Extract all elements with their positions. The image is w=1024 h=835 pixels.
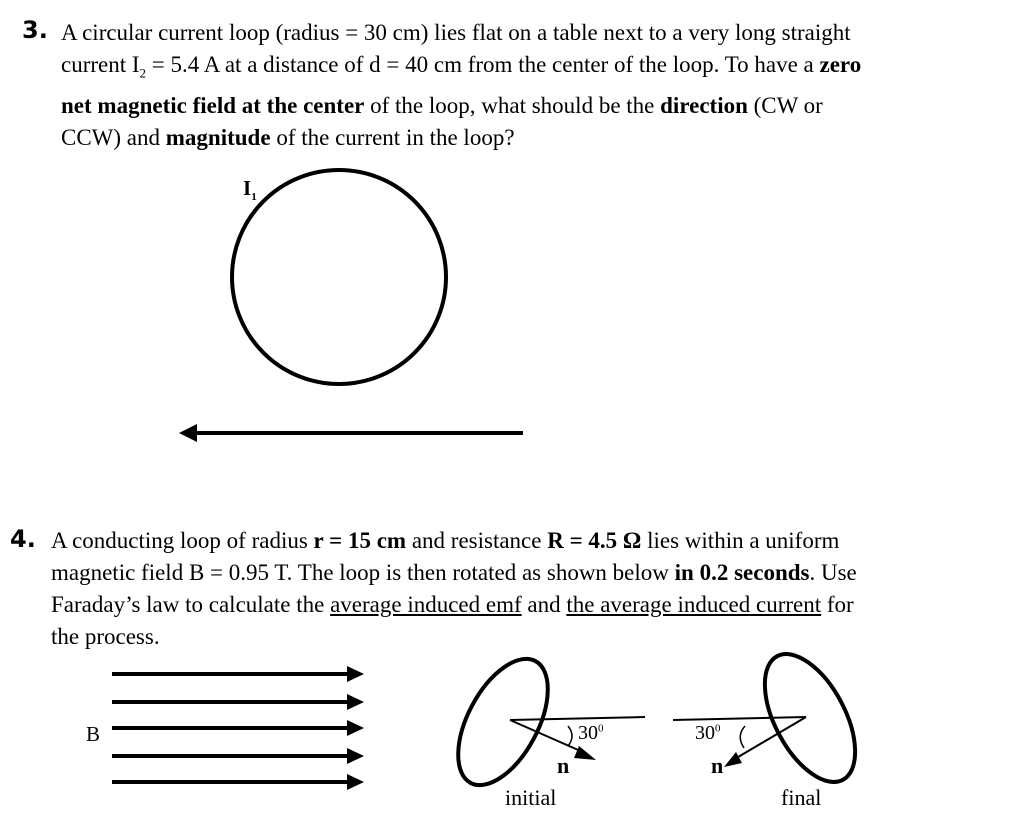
initial-caption: initial (505, 785, 557, 810)
question-4-text: A conducting loop of radius r = 15 cm and resistance R = 4.5 Ω lies within a uniform magnetic field B = 0.95 T. The loop is then rotated as shown below in 0.2 seconds. Use Faraday’s law to calculate the average induced emf and the average induced current for the process. (51, 528, 857, 649)
field-arrowhead-3 (347, 720, 364, 736)
final-angle-label: $30^0$ (695, 722, 721, 744)
final-angle-arc (740, 726, 745, 748)
q3-line-1: A circular current loop (radius = 30 cm) lies flat on a table next to a very long straight (61, 20, 851, 45)
initial-loop-ellipse (440, 645, 570, 800)
final-normal-label: n (711, 753, 724, 778)
initial-normal-arrowhead (574, 746, 596, 760)
final-normal-arrowhead (724, 752, 742, 767)
question-3-number: 3. (22, 16, 48, 44)
loop-current-label: $I_1$ (243, 176, 257, 204)
magnetic-field-arrows (112, 666, 364, 790)
field-arrowhead-1 (347, 666, 364, 682)
final-caption: final (781, 785, 822, 810)
initial-loop (440, 645, 645, 800)
final-loop (673, 640, 874, 796)
initial-normal-line (510, 720, 585, 753)
initial-angle-arc (568, 726, 572, 746)
initial-normal-label: n (557, 753, 570, 778)
field-label: B (86, 722, 101, 746)
field-arrowhead-4 (347, 748, 364, 764)
initial-reference-line (510, 717, 645, 720)
final-reference-line (673, 717, 806, 720)
initial-angle-label: $30^0$ (578, 722, 604, 744)
final-normal-line (733, 717, 806, 760)
question-3-text: A circular current loop (radius = 30 cm) lies flat on a table next to a very long straight current $I_2 = 5.4$ A at a distance of d = 40 cm from the center of the loop. To have a zero net magnetic field at the center of the loop, what should be the direction (CW or CCW) and magnitude of the current in the loop? (61, 20, 862, 150)
question-4-number: 4. (10, 525, 36, 553)
field-arrowhead-2 (347, 694, 364, 710)
field-arrowhead-5 (347, 774, 364, 790)
